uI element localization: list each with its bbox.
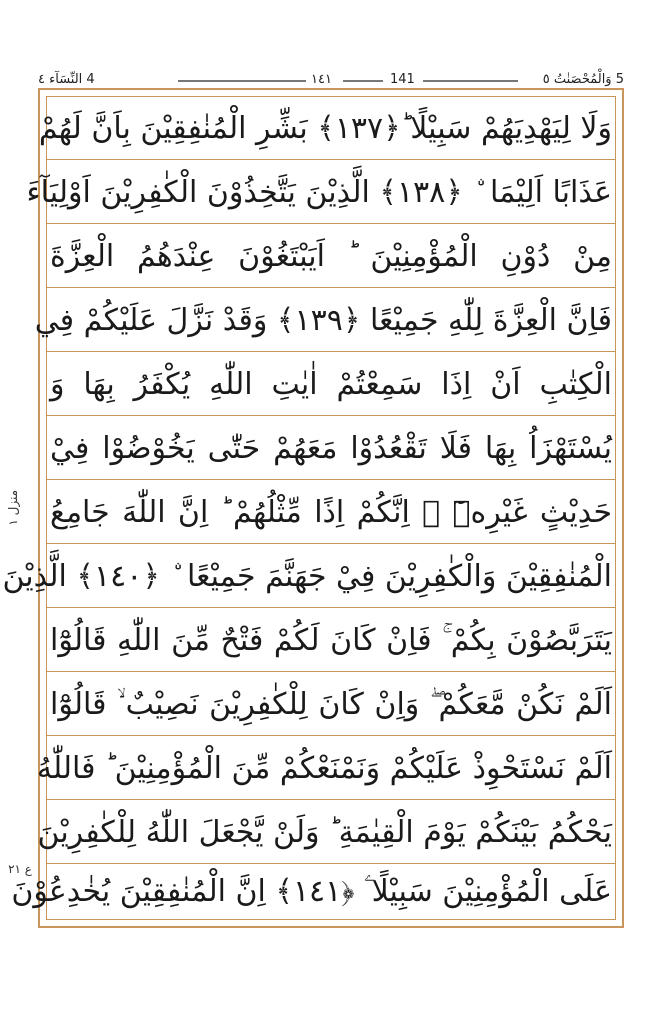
header-divider-right — [423, 80, 518, 82]
quran-line-5: الْكِتٰبِ اَنْ اِذَا سَمِعْتُمْ اٰيٰتِ اللّٰهِ يُكْفَرُ بِهَا وَ — [50, 367, 612, 402]
quran-line-10: اَلَمْ نَكُنْ مَّعَكُمْ ۖ وَاِنْ كَانَ لِلْكٰفِرِيْنَ نَصِيْبٌ ۙ قَالُوْٓا — [50, 687, 612, 722]
quran-line-12: يَحْكُمُ بَيْنَكُمْ يَوْمَ الْقِيٰمَةِ ؕ وَلَنْ يَّجْعَلَ اللّٰهُ لِلْكٰفِرِيْنَ — [37, 815, 612, 850]
quran-line-11: اَلَمْ نَسْتَحْوِذْ عَلَيْكُمْ وَنَمْنَعْكُمْ مِّنَ الْمُؤْمِنِيْنَ ؕ فَاللّٰهُ — [36, 751, 612, 786]
page-number-arabic: ١٤١ — [311, 72, 332, 87]
quran-line-6: يُسْتَهْزَاُ بِهَا فَلَا تَقْعُدُوْا مَعَهُمْ حَتّٰى يَخُوْضُوْا فِيْ — [50, 431, 612, 466]
manzil-marker: منزل ١ — [6, 490, 20, 526]
quran-line-8: الْمُنٰفِقِيْنَ وَالْكٰفِرِيْنَ فِيْ جَهَنَّمَ جَمِيْعًا ۨ ﴿١٤٠﴾ الَّذِيْنَ — [2, 559, 612, 594]
quran-line-9: يَتَرَبَّصُوْنَ بِكُمْ ۚ فَاِنْ كَانَ لَكُمْ فَتْحٌ مِّنَ اللّٰهِ قَالُوْٓا — [50, 623, 612, 658]
quran-line-13: عَلَى الْمُؤْمِنِيْنَ سَبِيْلًا ۧ ﴿١٤١﴾ اِنَّ الْمُنٰفِقِيْنَ يُخٰدِعُوْنَ — [11, 874, 612, 909]
quran-line-7: حَدِيْثٍ غَيْرِهٖٓ ۖ اِنَّكُمْ اِذًا مِّثْلُهُمْ ؕ اِنَّ اللّٰهَ جَامِعُ — [50, 495, 612, 530]
page-header — [38, 70, 624, 90]
page-number: 141 — [390, 72, 415, 87]
header-divider-middle — [343, 80, 383, 82]
header-divider-left — [178, 80, 306, 82]
ruku-marker: ع ٢١ — [8, 862, 32, 876]
quran-line-4: فَاِنَّ الْعِزَّةَ لِلّٰهِ جَمِيْعًا ﴿١٣٩﴾ وَقَدْ نَزَّلَ عَلَيْكُمْ فِي — [34, 303, 612, 338]
page-bottom-margin — [0, 930, 663, 1024]
quran-line-3: مِنْ دُوْنِ الْمُؤْمِنِيْنَ ؕ اَيَبْتَغُوْنَ عِنْدَهُمُ الْعِزَّةَ — [50, 239, 612, 274]
juz-label: 5 وَالْمُحْصَنٰتُ ٥ — [542, 72, 624, 87]
quran-line-2: عَذَابًا اَلِيْمَا ۨ ﴿١٣٨﴾ الَّذِيْنَ يَتَّخِذُوْنَ الْكٰفِرِيْنَ اَوْلِيَآءَ — [26, 175, 612, 210]
quran-line-1: وَلَا لِيَهْدِيَهُمْ سَبِيْلًا ؕ﴿١٣٧﴾ بَشِّرِ الْمُنٰفِقِيْنَ بِاَنَّ لَهُمْ — [38, 111, 612, 146]
surah-label: 4 النِّسَآء ٤ — [38, 72, 95, 87]
